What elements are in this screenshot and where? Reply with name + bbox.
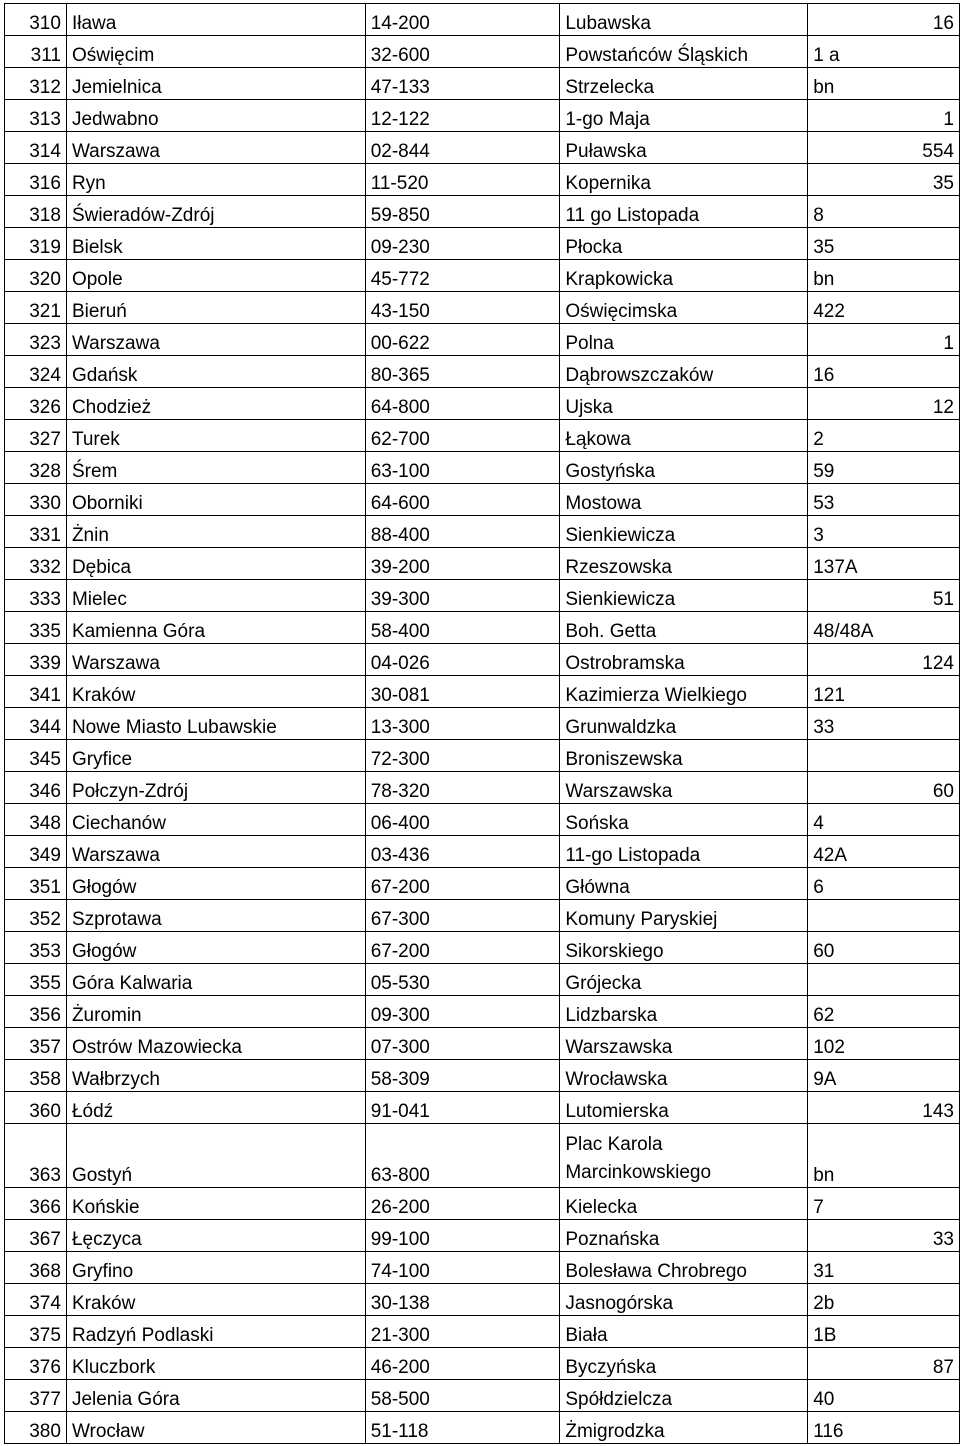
table-row [5, 612, 960, 644]
table-row [5, 900, 960, 932]
row-number-cell: 344 [5, 708, 67, 740]
postal-code-cell: 14-200 [365, 4, 560, 36]
building-number-cell: 42A [808, 836, 960, 868]
table-row [5, 356, 960, 388]
building-number-cell: 137A [808, 548, 960, 580]
street-cell: Puławska [560, 132, 808, 164]
postal-code-cell: 09-300 [365, 996, 560, 1028]
street-cell: Broniszewska [560, 740, 808, 772]
building-number-cell: 35 [808, 164, 960, 196]
city-cell: Kraków [66, 676, 365, 708]
postal-code-cell: 47-133 [365, 68, 560, 100]
building-number-cell: 31 [808, 1252, 960, 1284]
table-row [5, 932, 960, 964]
street-cell: 11-go Listopada [560, 836, 808, 868]
street-cell: Dąbrowszczaków [560, 356, 808, 388]
street-cell: Byczyńska [560, 1348, 808, 1380]
postal-code-cell: 46-200 [365, 1348, 560, 1380]
building-number-cell: bn [808, 260, 960, 292]
city-cell: Chodzież [66, 388, 365, 420]
table-row [5, 4, 960, 36]
building-number-cell: 33 [808, 708, 960, 740]
row-number-cell: 323 [5, 324, 67, 356]
city-cell: Świeradów-Zdrój [66, 196, 365, 228]
postal-code-cell: 45-772 [365, 260, 560, 292]
row-number-cell: 324 [5, 356, 67, 388]
building-number-cell: 124 [808, 644, 960, 676]
postal-code-cell: 80-365 [365, 356, 560, 388]
row-number-cell: 356 [5, 996, 67, 1028]
postal-code-cell: 11-520 [365, 164, 560, 196]
table-row [5, 132, 960, 164]
postal-code-cell: 06-400 [365, 804, 560, 836]
street-cell: Kazimierza Wielkiego [560, 676, 808, 708]
building-number-cell: 3 [808, 516, 960, 548]
street-cell: Mostowa [560, 484, 808, 516]
street-cell: Lubawska [560, 4, 808, 36]
street-cell: Bolesława Chrobrego [560, 1252, 808, 1284]
street-cell: Oświęcimska [560, 292, 808, 324]
table-row [5, 644, 960, 676]
row-number-cell: 375 [5, 1316, 67, 1348]
building-number-cell: 422 [808, 292, 960, 324]
city-cell: Wrocław [66, 1412, 365, 1444]
row-number-cell: 368 [5, 1252, 67, 1284]
address-table [4, 3, 960, 1444]
postal-code-cell: 39-200 [365, 548, 560, 580]
row-number-cell: 380 [5, 1412, 67, 1444]
row-number-cell: 366 [5, 1188, 67, 1220]
city-cell: Warszawa [66, 644, 365, 676]
street-cell: Boh. Getta [560, 612, 808, 644]
postal-code-cell: 91-041 [365, 1092, 560, 1124]
street-cell: Kopernika [560, 164, 808, 196]
street-cell: Grójecka [560, 964, 808, 996]
city-cell: Iława [66, 4, 365, 36]
street-cell: Jasnogórska [560, 1284, 808, 1316]
postal-code-cell: 26-200 [365, 1188, 560, 1220]
building-number-cell: bn [808, 1124, 960, 1188]
city-cell: Oborniki [66, 484, 365, 516]
city-cell: Żnin [66, 516, 365, 548]
postal-code-cell: 43-150 [365, 292, 560, 324]
building-number-cell: 87 [808, 1348, 960, 1380]
city-cell: Jemielnica [66, 68, 365, 100]
table-row [5, 1380, 960, 1412]
city-cell: Nowe Miasto Lubawskie [66, 708, 365, 740]
street-cell: Warszawska [560, 772, 808, 804]
city-cell: Wałbrzych [66, 1060, 365, 1092]
postal-code-cell: 64-600 [365, 484, 560, 516]
table-row [5, 868, 960, 900]
city-cell: Żuromin [66, 996, 365, 1028]
postal-code-cell: 58-500 [365, 1380, 560, 1412]
table-row [5, 260, 960, 292]
row-number-cell: 313 [5, 100, 67, 132]
building-number-cell: 12 [808, 388, 960, 420]
table-row [5, 324, 960, 356]
city-cell: Kamienna Góra [66, 612, 365, 644]
row-number-cell: 357 [5, 1028, 67, 1060]
postal-code-cell: 05-530 [365, 964, 560, 996]
building-number-cell: 1 a [808, 36, 960, 68]
table-row [5, 68, 960, 100]
street-cell: Spółdzielcza [560, 1380, 808, 1412]
postal-code-cell: 02-844 [365, 132, 560, 164]
city-cell: Oświęcim [66, 36, 365, 68]
row-number-cell: 351 [5, 868, 67, 900]
row-number-cell: 318 [5, 196, 67, 228]
city-cell: Warszawa [66, 132, 365, 164]
building-number-cell: 102 [808, 1028, 960, 1060]
table-row [5, 164, 960, 196]
street-cell: Plac Karola Marcinkowskiego [560, 1124, 808, 1188]
street-cell: Polna [560, 324, 808, 356]
city-cell: Głogów [66, 932, 365, 964]
postal-code-cell: 21-300 [365, 1316, 560, 1348]
row-number-cell: 339 [5, 644, 67, 676]
building-number-cell: 6 [808, 868, 960, 900]
table-row [5, 1348, 960, 1380]
postal-code-cell: 32-600 [365, 36, 560, 68]
city-cell: Opole [66, 260, 365, 292]
city-cell: Mielec [66, 580, 365, 612]
table-row [5, 1252, 960, 1284]
row-number-cell: 355 [5, 964, 67, 996]
street-cell: Lidzbarska [560, 996, 808, 1028]
table-row [5, 1028, 960, 1060]
street-cell: Rzeszowska [560, 548, 808, 580]
street-cell: Główna [560, 868, 808, 900]
street-cell: Płocka [560, 228, 808, 260]
building-number-cell: 60 [808, 772, 960, 804]
table-row [5, 36, 960, 68]
postal-code-cell: 30-081 [365, 676, 560, 708]
building-number-cell: 1 [808, 324, 960, 356]
table-row [5, 1284, 960, 1316]
building-number-cell: 16 [808, 4, 960, 36]
street-cell: Ujska [560, 388, 808, 420]
table-row [5, 580, 960, 612]
row-number-cell: 316 [5, 164, 67, 196]
postal-code-cell: 58-309 [365, 1060, 560, 1092]
table-row [5, 228, 960, 260]
street-cell: Warszawska [560, 1028, 808, 1060]
table-row [5, 1316, 960, 1348]
street-cell: Sienkiewicza [560, 580, 808, 612]
postal-code-cell: 51-118 [365, 1412, 560, 1444]
table-row [5, 1060, 960, 1092]
street-cell: Poznańska [560, 1220, 808, 1252]
row-number-cell: 327 [5, 420, 67, 452]
postal-code-cell: 78-320 [365, 772, 560, 804]
street-cell: Krapkowicka [560, 260, 808, 292]
postal-code-cell: 12-122 [365, 100, 560, 132]
row-number-cell: 341 [5, 676, 67, 708]
postal-code-cell: 74-100 [365, 1252, 560, 1284]
row-number-cell: 363 [5, 1124, 67, 1188]
row-number-cell: 331 [5, 516, 67, 548]
building-number-cell: 2b [808, 1284, 960, 1316]
street-cell: Biała [560, 1316, 808, 1348]
row-number-cell: 330 [5, 484, 67, 516]
postal-code-cell: 30-138 [365, 1284, 560, 1316]
city-cell: Jedwabno [66, 100, 365, 132]
city-cell: Łęczyca [66, 1220, 365, 1252]
table-row [5, 1092, 960, 1124]
street-cell: Sikorskiego [560, 932, 808, 964]
table-row [5, 548, 960, 580]
table-row [5, 1220, 960, 1252]
street-cell: Łąkowa [560, 420, 808, 452]
row-number-cell: 314 [5, 132, 67, 164]
postal-code-cell: 13-300 [365, 708, 560, 740]
row-number-cell: 321 [5, 292, 67, 324]
street-cell: 1-go Maja [560, 100, 808, 132]
row-number-cell: 349 [5, 836, 67, 868]
postal-code-cell: 62-700 [365, 420, 560, 452]
row-number-cell: 352 [5, 900, 67, 932]
postal-code-cell: 67-300 [365, 900, 560, 932]
building-number-cell: 121 [808, 676, 960, 708]
postal-code-cell: 00-622 [365, 324, 560, 356]
row-number-cell: 332 [5, 548, 67, 580]
city-cell: Ciechanów [66, 804, 365, 836]
row-number-cell: 345 [5, 740, 67, 772]
table-row [5, 292, 960, 324]
postal-code-cell: 07-300 [365, 1028, 560, 1060]
table-row [5, 1188, 960, 1220]
city-cell: Góra Kalwaria [66, 964, 365, 996]
row-number-cell: 335 [5, 612, 67, 644]
building-number-cell: 1B [808, 1316, 960, 1348]
table-row [5, 452, 960, 484]
building-number-cell: 143 [808, 1092, 960, 1124]
postal-code-cell: 99-100 [365, 1220, 560, 1252]
table-row [5, 1412, 960, 1444]
city-cell: Warszawa [66, 836, 365, 868]
building-number-cell: 1 [808, 100, 960, 132]
building-number-cell: 2 [808, 420, 960, 452]
city-cell: Dębica [66, 548, 365, 580]
city-cell: Gryfino [66, 1252, 365, 1284]
city-cell: Gryfice [66, 740, 365, 772]
street-cell: Komuny Paryskiej [560, 900, 808, 932]
street-cell: Sońska [560, 804, 808, 836]
table-row [5, 708, 960, 740]
building-number-cell: 16 [808, 356, 960, 388]
city-cell: Bielsk [66, 228, 365, 260]
row-number-cell: 367 [5, 1220, 67, 1252]
city-cell: Gdańsk [66, 356, 365, 388]
street-cell: Lutomierska [560, 1092, 808, 1124]
postal-code-cell: 67-200 [365, 868, 560, 900]
address-table-body [5, 4, 960, 1444]
postal-code-cell: 88-400 [365, 516, 560, 548]
city-cell: Szprotawa [66, 900, 365, 932]
building-number-cell: 51 [808, 580, 960, 612]
city-cell: Gostyń [66, 1124, 365, 1188]
street-cell: Grunwaldzka [560, 708, 808, 740]
building-number-cell: 9A [808, 1060, 960, 1092]
postal-code-cell: 63-800 [365, 1124, 560, 1188]
street-cell: Ostrobramska [560, 644, 808, 676]
table-row [5, 420, 960, 452]
row-number-cell: 311 [5, 36, 67, 68]
building-number-cell [808, 900, 960, 932]
row-number-cell: 310 [5, 4, 67, 36]
postal-code-cell: 64-800 [365, 388, 560, 420]
postal-code-cell: 09-230 [365, 228, 560, 260]
city-cell: Śrem [66, 452, 365, 484]
building-number-cell: 35 [808, 228, 960, 260]
street-cell: Sienkiewicza [560, 516, 808, 548]
street-cell: Żmigrodzka [560, 1412, 808, 1444]
city-cell: Kraków [66, 1284, 365, 1316]
street-cell: Powstańców Śląskich [560, 36, 808, 68]
row-number-cell: 333 [5, 580, 67, 612]
row-number-cell: 377 [5, 1380, 67, 1412]
street-cell: Gostyńska [560, 452, 808, 484]
row-number-cell: 319 [5, 228, 67, 260]
city-cell: Końskie [66, 1188, 365, 1220]
table-row [5, 196, 960, 228]
table-row [5, 836, 960, 868]
building-number-cell: 8 [808, 196, 960, 228]
city-cell: Ostrów Mazowiecka [66, 1028, 365, 1060]
city-cell: Ryn [66, 164, 365, 196]
table-row [5, 676, 960, 708]
building-number-cell [808, 740, 960, 772]
building-number-cell: 40 [808, 1380, 960, 1412]
row-number-cell: 353 [5, 932, 67, 964]
postal-code-cell: 04-026 [365, 644, 560, 676]
table-row [5, 996, 960, 1028]
street-cell: Kielecka [560, 1188, 808, 1220]
building-number-cell: 116 [808, 1412, 960, 1444]
postal-code-cell: 59-850 [365, 196, 560, 228]
building-number-cell: 33 [808, 1220, 960, 1252]
city-cell: Warszawa [66, 324, 365, 356]
city-cell: Radzyń Podlaski [66, 1316, 365, 1348]
row-number-cell: 312 [5, 68, 67, 100]
row-number-cell: 320 [5, 260, 67, 292]
postal-code-cell: 67-200 [365, 932, 560, 964]
city-cell: Łódź [66, 1092, 365, 1124]
table-row [5, 740, 960, 772]
city-cell: Połczyn-Zdrój [66, 772, 365, 804]
table-row [5, 1124, 960, 1188]
building-number-cell: 62 [808, 996, 960, 1028]
row-number-cell: 348 [5, 804, 67, 836]
postal-code-cell: 03-436 [365, 836, 560, 868]
city-cell: Turek [66, 420, 365, 452]
row-number-cell: 360 [5, 1092, 67, 1124]
building-number-cell: 53 [808, 484, 960, 516]
row-number-cell: 328 [5, 452, 67, 484]
postal-code-cell: 72-300 [365, 740, 560, 772]
city-cell: Kluczbork [66, 1348, 365, 1380]
row-number-cell: 326 [5, 388, 67, 420]
row-number-cell: 346 [5, 772, 67, 804]
table-row [5, 100, 960, 132]
building-number-cell: 48/48A [808, 612, 960, 644]
table-row [5, 484, 960, 516]
table-row [5, 964, 960, 996]
building-number-cell [808, 964, 960, 996]
city-cell: Bieruń [66, 292, 365, 324]
building-number-cell: 7 [808, 1188, 960, 1220]
building-number-cell: bn [808, 68, 960, 100]
table-row [5, 388, 960, 420]
table-row [5, 772, 960, 804]
building-number-cell: 59 [808, 452, 960, 484]
row-number-cell: 374 [5, 1284, 67, 1316]
city-cell: Jelenia Góra [66, 1380, 365, 1412]
postal-code-cell: 63-100 [365, 452, 560, 484]
table-row [5, 804, 960, 836]
street-cell: Strzelecka [560, 68, 808, 100]
postal-code-cell: 39-300 [365, 580, 560, 612]
city-cell: Głogów [66, 868, 365, 900]
building-number-cell: 60 [808, 932, 960, 964]
building-number-cell: 554 [808, 132, 960, 164]
row-number-cell: 376 [5, 1348, 67, 1380]
building-number-cell: 4 [808, 804, 960, 836]
postal-code-cell: 58-400 [365, 612, 560, 644]
street-cell: 11 go Listopada [560, 196, 808, 228]
table-row [5, 516, 960, 548]
street-cell: Wrocławska [560, 1060, 808, 1092]
row-number-cell: 358 [5, 1060, 67, 1092]
